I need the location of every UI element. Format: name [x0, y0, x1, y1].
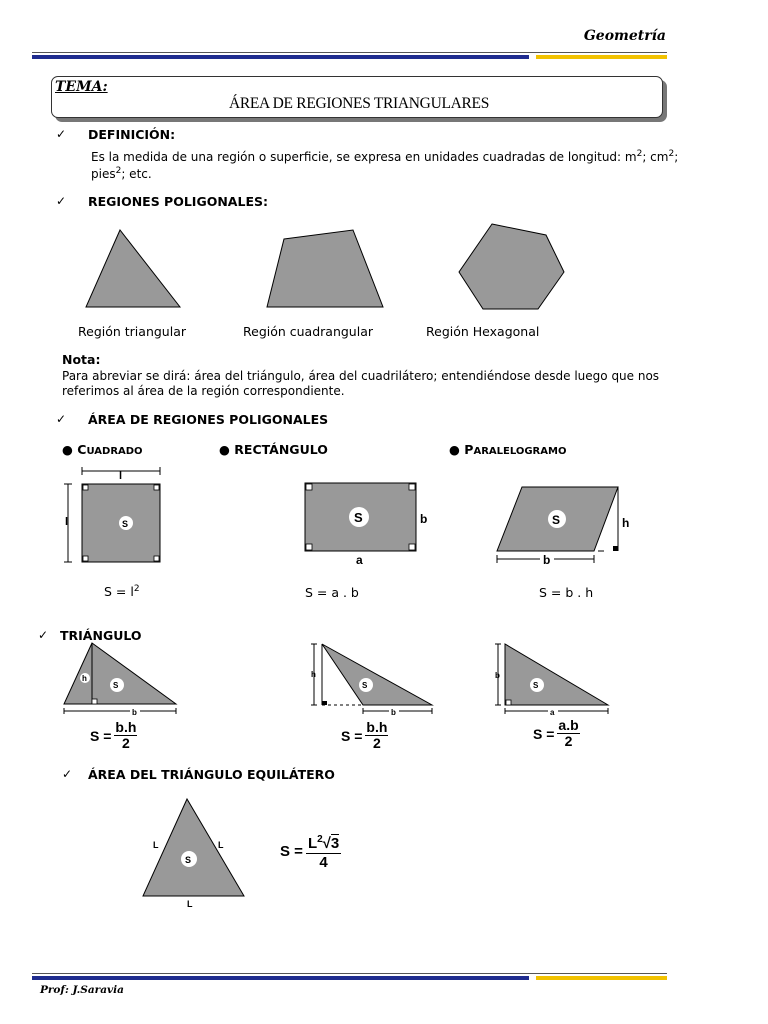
checkmark-icon: ✓ — [56, 127, 67, 141]
obtuse-triangle-area-label: S — [362, 681, 368, 690]
header-rule-top — [32, 52, 667, 53]
hexagon-region — [459, 224, 564, 309]
header-rule-gold — [536, 55, 667, 59]
rectangulo-formula: S = a . b — [305, 585, 359, 600]
obtuse-triangle-shape — [322, 644, 432, 705]
footer-rule-blue — [32, 976, 529, 980]
cuadrado-title: ● CUADRADO — [62, 442, 143, 457]
equilateral-triangle-figure — [140, 795, 260, 910]
right-triangle-figure — [490, 637, 620, 719]
acute-triangle-base-label: b — [132, 708, 137, 717]
obtuse-triangle-height-label: h — [311, 670, 316, 679]
nota-line2: referimos al área de la región correspondiente. — [62, 384, 345, 398]
right-triangle-shape — [505, 644, 608, 705]
polygon-regions-figure — [0, 215, 768, 320]
equilateral-area-label: S — [185, 855, 192, 865]
equilateral-formula: S = $\frac{L^2√3}{4}$ — [280, 831, 341, 872]
acute-triangle-area-label: S — [113, 681, 119, 690]
square-area-label: S — [122, 519, 129, 529]
nota-heading: Nota: — [62, 352, 101, 367]
rectangulo-title: ● RECTÁNGULO — [219, 442, 328, 457]
page-title: ÁREA DE REGIONES TRIANGULARES — [228, 95, 490, 112]
parallelogram-base-label: b — [543, 553, 551, 567]
footer-rule-top — [32, 973, 667, 974]
paralelogramo-title: ● PARALELOGRAMO — [449, 442, 567, 457]
equilateral-base-label: L — [187, 899, 193, 909]
right-triangle-side-b-label: b — [495, 671, 500, 680]
caption-triangular: Región triangular — [78, 324, 186, 339]
header-rule-blue — [32, 55, 529, 59]
checkmark-icon: ✓ — [62, 767, 73, 781]
equilateral-side-left-label: L — [153, 840, 159, 850]
parallelogram-height-label: h — [622, 516, 630, 530]
area-poligonales-heading: ÁREA DE REGIONES POLIGONALES — [88, 412, 329, 427]
triangulo-heading: TRIÁNGULO — [60, 628, 142, 643]
checkmark-icon: ✓ — [38, 628, 49, 642]
caption-cuadrangular: Región cuadrangular — [243, 324, 374, 339]
subject-title: Geometría — [583, 28, 666, 44]
square-figure — [55, 466, 180, 571]
triangle-formula-3: S = $\frac{a.b}{2}$ — [533, 717, 579, 749]
square-side-top-label: l — [119, 470, 123, 482]
checkmark-icon: ✓ — [56, 412, 67, 426]
cuadrado-formula: $S = l^2$ — [104, 584, 140, 600]
definicion-heading: DEFINICIÓN: — [88, 127, 176, 142]
rectangle-figure — [295, 475, 440, 570]
nota-line1: Para abreviar se dirá: área del triángulo, área del cuadrilátero; entendiéndose desde luego que nos — [62, 369, 660, 383]
checkmark-icon: ✓ — [56, 194, 67, 208]
triangle-formula-1: S = $\frac{b.h}{2}$ — [90, 719, 137, 751]
parallelogram-figure — [490, 480, 640, 570]
tema-label: TEMA: — [55, 79, 108, 95]
equilatero-heading: ÁREA DEL TRIÁNGULO EQUILÁTERO — [88, 767, 335, 782]
regiones-heading: REGIONES POLIGONALES: — [88, 194, 268, 209]
right-triangle-area-label: S — [533, 681, 539, 690]
rectangle-side-b-label: b — [420, 512, 428, 526]
triangle-formula-2: S = $\frac{b.h}{2}$ — [341, 719, 388, 751]
obtuse-triangle-figure — [305, 637, 440, 719]
triangle-region — [86, 230, 180, 307]
acute-triangle-figure — [55, 637, 185, 719]
footer-rule-gold — [536, 976, 667, 980]
equilateral-side-right-label: L — [218, 840, 224, 850]
sqrt-icon: √ — [322, 835, 331, 852]
definicion-line2: pies$^2$; etc. — [91, 166, 152, 181]
footer-author: Prof: J.Saravia — [40, 984, 124, 996]
acute-triangle-shape — [64, 643, 176, 704]
paralelogramo-formula: S = b . h — [539, 585, 594, 600]
rectangle-area-label: S — [354, 510, 363, 525]
definicion-line1: Es la medida de una región o superficie, se expresa en unidades cuadradas de longitud: $m^2$; $cm^2$; — [91, 149, 679, 164]
right-triangle-side-a-label: a — [550, 708, 555, 717]
obtuse-triangle-base-label: b — [391, 708, 396, 717]
rectangle-side-a-label: a — [356, 553, 363, 567]
quadrilateral-region — [267, 230, 383, 307]
parallelogram-area-label: S — [552, 513, 561, 527]
caption-hexagonal: Región Hexagonal — [426, 324, 540, 339]
acute-triangle-height-label: h — [82, 674, 87, 683]
square-side-left-label: l — [65, 516, 69, 528]
